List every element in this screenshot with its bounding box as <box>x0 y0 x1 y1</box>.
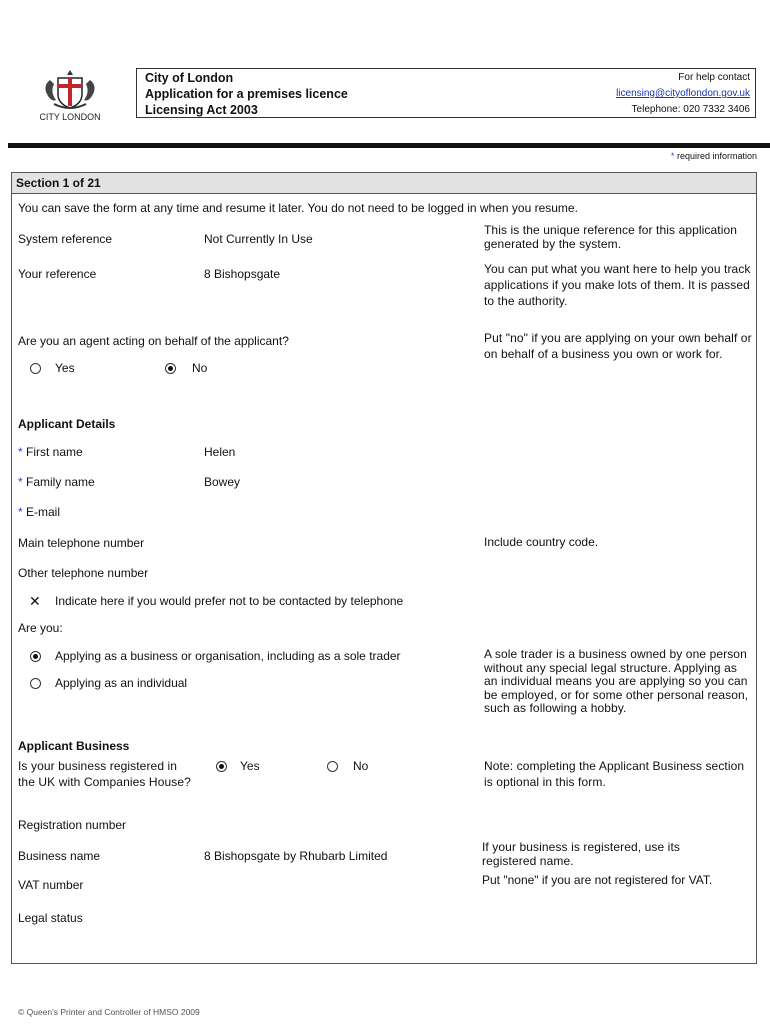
main-phone-note: Include country code. <box>484 535 599 549</box>
registered-note: Note: completing the Applicant Business section is optional in this form. <box>484 759 745 789</box>
individual-option-radio[interactable] <box>30 678 41 689</box>
header-title-line-3: Licensing Act 2003 <box>145 103 258 117</box>
family-name-label-text: Family name <box>26 475 95 489</box>
are-you-label: Are you: <box>18 621 63 635</box>
help-email-link[interactable]: licensing@cityoflondon.gov.uk <box>616 88 750 99</box>
other-phone-label: Other telephone number <box>18 566 149 580</box>
first-name-required-star: * <box>18 445 23 459</box>
city-of-london-crest-logo <box>40 68 100 134</box>
header-title-line-2: Application for a premises licence <box>145 87 348 101</box>
section-title: Section 1 of 21 <box>12 173 756 194</box>
help-email-container <box>616 86 750 102</box>
business-option-label: Applying as a business or organisation, including as a sole trader <box>55 649 401 663</box>
header-divider <box>8 143 770 148</box>
agent-note: Put "no" if you are applying on your own behalf or on behalf of a business you own or work for. <box>484 331 752 361</box>
header-box <box>136 68 756 118</box>
registered-yes-radio[interactable] <box>216 761 227 772</box>
business-name-label: Business name <box>18 849 101 863</box>
no-phone-contact-checkbox[interactable]: ✕ <box>29 593 41 609</box>
first-name-label <box>18 445 83 459</box>
required-info-note <box>671 151 757 161</box>
header-title-line-1: City of London <box>145 71 234 85</box>
footer-copyright: © Queen's Printer and Controller of HMSO 2009 <box>18 1007 200 1017</box>
agent-no-label: No <box>192 361 208 375</box>
email-required-star: * <box>18 505 23 519</box>
system-reference-value: Not Currently In Use <box>204 232 313 246</box>
registered-no-label: No <box>353 759 369 773</box>
main-phone-label: Main telephone number <box>18 536 145 550</box>
first-name-label-text: First name <box>26 445 83 459</box>
agent-yes-label: Yes <box>55 361 75 375</box>
family-name-value[interactable]: Bowey <box>204 475 241 489</box>
vat-number-label: VAT number <box>18 878 84 892</box>
business-name-value[interactable]: 8 Bishopsgate by Rhubarb Limited <box>204 849 388 863</box>
first-name-value[interactable]: Helen <box>204 445 236 459</box>
agent-question: Are you an agent acting on behalf of the applicant? <box>18 334 289 348</box>
no-phone-contact-label: Indicate here if you would prefer not to be contacted by telephone <box>55 594 404 608</box>
registered-no-radio[interactable] <box>327 761 338 772</box>
help-phone: Telephone: 020 7332 3406 <box>631 104 750 115</box>
system-reference-note: This is the unique reference for this application generated by the system. <box>484 223 738 251</box>
required-note-text: required information <box>676 151 757 161</box>
legal-status-label: Legal status <box>18 911 83 925</box>
logo-text: CITY LONDON <box>40 112 100 122</box>
vat-note: Put "none" if you are not registered for VAT. <box>482 873 713 887</box>
registered-yes-label: Yes <box>240 759 260 773</box>
section-intro: You can save the form at any time and resume it later. You do not need to be logged in when you resume. <box>18 201 578 215</box>
business-option-radio[interactable] <box>30 651 41 662</box>
help-label: For help contact <box>678 72 750 83</box>
family-name-required-star: * <box>18 475 23 489</box>
required-star: * <box>670 151 675 161</box>
your-reference-note: You can put what you want here to help you track applications if you make lots of them. It is passed to the authority. <box>484 262 751 308</box>
applicant-details-heading: Applicant Details <box>18 417 116 431</box>
individual-option-label: Applying as an individual <box>55 676 188 690</box>
your-reference-label: Your reference <box>18 267 97 281</box>
agent-yes-radio[interactable] <box>30 363 41 374</box>
email-label <box>18 505 60 519</box>
are-you-note: A sole trader is a business owned by one person without any special legal structure. Applying as an individual means you are applying so you can be employed, or for some other personal reason, such as following a hobby. <box>484 647 749 715</box>
applicant-business-heading: Applicant Business <box>18 739 130 753</box>
business-name-note: If your business is registered, use its registered name. <box>482 840 680 868</box>
your-reference-value[interactable]: 8 Bishopsgate <box>204 267 281 281</box>
family-name-label <box>18 475 95 489</box>
system-reference-label: System reference <box>18 232 113 246</box>
email-label-text: E-mail <box>26 505 61 519</box>
registered-question: Is your business registered in the UK with Companies House? <box>18 759 191 789</box>
registration-number-label: Registration number <box>18 818 127 832</box>
agent-no-radio[interactable] <box>165 363 176 374</box>
